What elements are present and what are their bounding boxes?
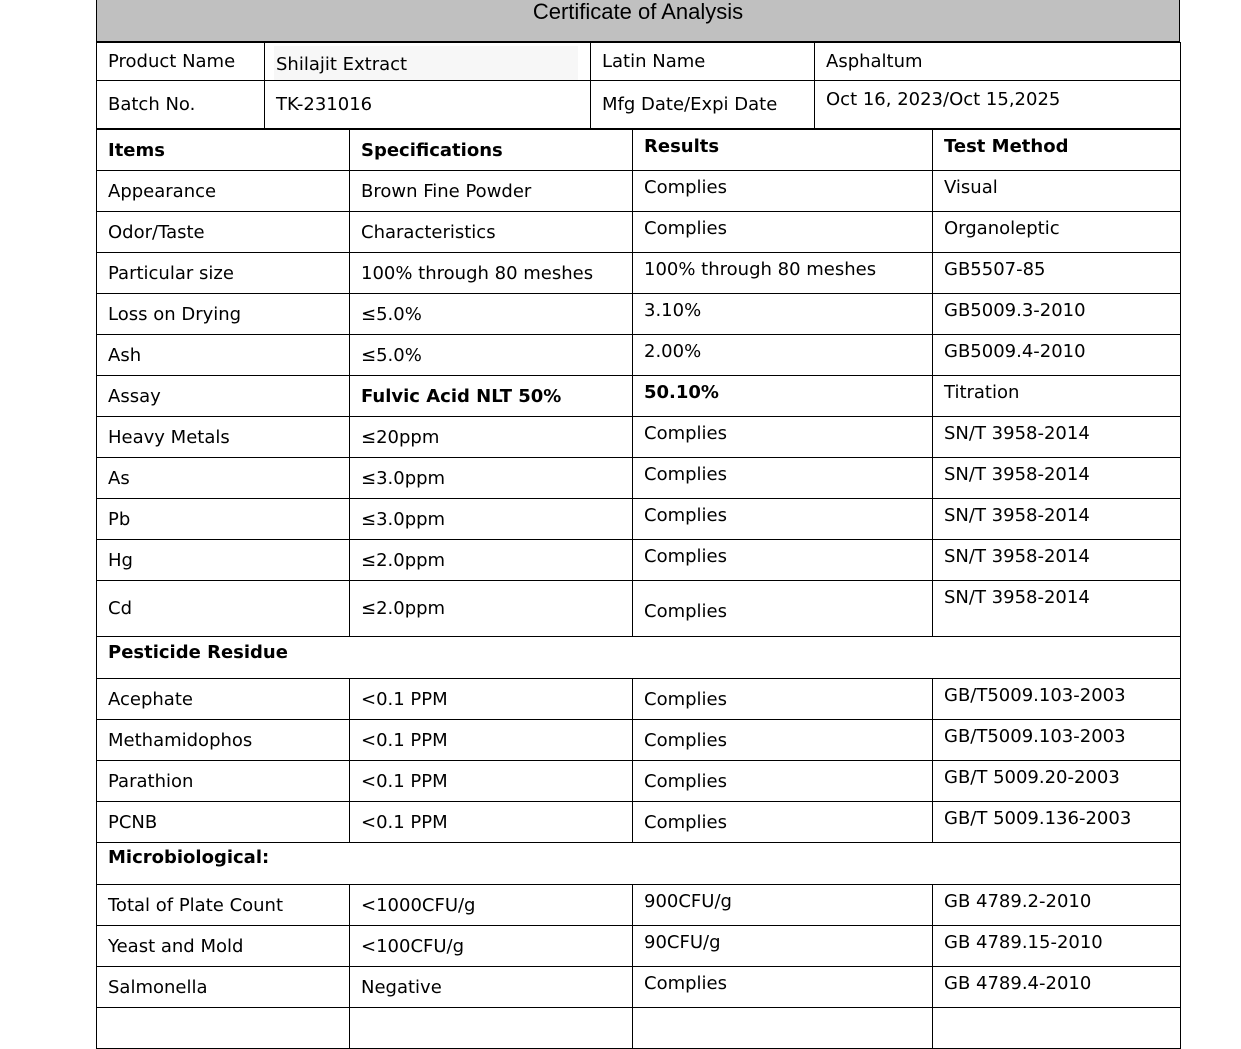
spec-cell: <0.1 PPM bbox=[350, 802, 633, 843]
spec-cell: Fulvic Acid NLT 50% bbox=[350, 376, 633, 417]
info-label: Mfg Date/Expi Date bbox=[591, 81, 815, 129]
table-row bbox=[97, 540, 1181, 581]
table-row bbox=[97, 294, 1181, 335]
spec-cell: <0.1 PPM bbox=[350, 761, 633, 802]
item-cell: Cd bbox=[97, 581, 350, 637]
result-cell: 900CFU/g bbox=[633, 885, 933, 926]
method-cell: SN/T 3958-2014 bbox=[933, 581, 1181, 637]
result-cell: Complies bbox=[633, 540, 933, 581]
analysis-table bbox=[96, 129, 1181, 1049]
method-cell: GB 4789.2-2010 bbox=[933, 885, 1181, 926]
item-cell: As bbox=[97, 458, 350, 499]
result-cell: 2.00% bbox=[633, 335, 933, 376]
pesticide-section-row bbox=[97, 637, 1181, 679]
item-cell: Assay bbox=[97, 376, 350, 417]
table-row bbox=[97, 967, 1181, 1008]
method-cell: SN/T 3958-2014 bbox=[933, 417, 1181, 458]
method-cell: SN/T 3958-2014 bbox=[933, 499, 1181, 540]
table-row bbox=[97, 458, 1181, 499]
method-cell: SN/T 3958-2014 bbox=[933, 458, 1181, 499]
spec-cell: <0.1 PPM bbox=[350, 679, 633, 720]
item-cell: Ash bbox=[97, 335, 350, 376]
result-cell: Complies bbox=[633, 720, 933, 761]
result-cell: Complies bbox=[633, 417, 933, 458]
spec-cell: ≤5.0% bbox=[350, 335, 633, 376]
header-specifications: Specifications bbox=[350, 130, 633, 171]
item-cell: Acephate bbox=[97, 679, 350, 720]
spec-cell: 100% through 80 meshes bbox=[350, 253, 633, 294]
spec-cell: ≤2.0ppm bbox=[350, 540, 633, 581]
info-row bbox=[97, 43, 1181, 81]
method-cell: GB/T5009.103-2003 bbox=[933, 720, 1181, 761]
micro-title: Microbiological: bbox=[97, 843, 1181, 885]
table-row bbox=[97, 761, 1181, 802]
header-row bbox=[97, 130, 1181, 171]
certificate-sheet bbox=[96, 0, 1180, 1049]
table-row bbox=[97, 926, 1181, 967]
spec-cell: ≤3.0ppm bbox=[350, 499, 633, 540]
info-value: TK-231016 bbox=[265, 81, 591, 129]
result-cell: 90CFU/g bbox=[633, 926, 933, 967]
table-row bbox=[97, 679, 1181, 720]
method-cell: Visual bbox=[933, 171, 1181, 212]
spec-cell: ≤20ppm bbox=[350, 417, 633, 458]
spec-cell: ≤3.0ppm bbox=[350, 458, 633, 499]
result-cell: 3.10% bbox=[633, 294, 933, 335]
spec-cell: ≤2.0ppm bbox=[350, 581, 633, 637]
method-cell: GB5009.4-2010 bbox=[933, 335, 1181, 376]
result-cell: Complies bbox=[633, 802, 933, 843]
item-cell: Yeast and Mold bbox=[97, 926, 350, 967]
spec-cell: Brown Fine Powder bbox=[350, 171, 633, 212]
spec-cell: <1000CFU/g bbox=[350, 885, 633, 926]
item-cell: Pb bbox=[97, 499, 350, 540]
method-cell: GB/T 5009.20-2003 bbox=[933, 761, 1181, 802]
method-cell: GB/T5009.103-2003 bbox=[933, 679, 1181, 720]
table-row bbox=[97, 335, 1181, 376]
spec-cell: <100CFU/g bbox=[350, 926, 633, 967]
method-cell: Titration bbox=[933, 376, 1181, 417]
item-cell: Odor/Taste bbox=[97, 212, 350, 253]
header-method: Test Method bbox=[933, 130, 1181, 171]
document-title: Certificate of Analysis bbox=[96, 0, 1180, 42]
result-cell: 100% through 80 meshes bbox=[633, 253, 933, 294]
info-row bbox=[97, 81, 1181, 129]
spec-cell: Negative bbox=[350, 967, 633, 1008]
table-row bbox=[97, 581, 1181, 637]
method-cell: GB5507-85 bbox=[933, 253, 1181, 294]
result-cell: Complies bbox=[633, 171, 933, 212]
result-cell: Complies bbox=[633, 499, 933, 540]
spec-cell: <0.1 PPM bbox=[350, 720, 633, 761]
result-cell: Complies bbox=[633, 581, 933, 637]
header-items: Items bbox=[97, 130, 350, 171]
product-info-table bbox=[96, 42, 1181, 129]
spec-cell: Characteristics bbox=[350, 212, 633, 253]
pesticide-title: Pesticide Residue bbox=[97, 637, 1181, 679]
result-cell: Complies bbox=[633, 761, 933, 802]
info-value: Oct 16, 2023/Oct 15,2025 bbox=[815, 81, 1181, 129]
result-cell: Complies bbox=[633, 967, 933, 1008]
result-cell: Complies bbox=[633, 679, 933, 720]
item-cell: PCNB bbox=[97, 802, 350, 843]
item-cell: Parathion bbox=[97, 761, 350, 802]
table-row bbox=[97, 885, 1181, 926]
result-cell: Complies bbox=[633, 458, 933, 499]
table-row bbox=[97, 802, 1181, 843]
method-cell: GB 4789.15-2010 bbox=[933, 926, 1181, 967]
table-row bbox=[97, 720, 1181, 761]
table-row bbox=[97, 376, 1181, 417]
info-label: Latin Name bbox=[591, 43, 815, 81]
method-cell: GB 4789.4-2010 bbox=[933, 967, 1181, 1008]
spec-cell: ≤5.0% bbox=[350, 294, 633, 335]
item-cell: Total of Plate Count bbox=[97, 885, 350, 926]
table-row bbox=[97, 417, 1181, 458]
info-label: Batch No. bbox=[97, 81, 265, 129]
item-cell: Appearance bbox=[97, 171, 350, 212]
table-row bbox=[97, 499, 1181, 540]
method-cell: GB5009.3-2010 bbox=[933, 294, 1181, 335]
header-results: Results bbox=[633, 130, 933, 171]
method-cell: SN/T 3958-2014 bbox=[933, 540, 1181, 581]
method-cell: GB/T 5009.136-2003 bbox=[933, 802, 1181, 843]
item-cell: Particular size bbox=[97, 253, 350, 294]
info-value: Asphaltum bbox=[815, 43, 1181, 81]
table-row bbox=[97, 171, 1181, 212]
table-row bbox=[97, 212, 1181, 253]
info-label: Product Name bbox=[97, 43, 265, 81]
info-value: Shilajit Extract bbox=[265, 43, 591, 81]
item-cell: Heavy Metals bbox=[97, 417, 350, 458]
result-cell: Complies bbox=[633, 212, 933, 253]
result-cell: 50.10% bbox=[633, 376, 933, 417]
table-row bbox=[97, 253, 1181, 294]
item-cell: Hg bbox=[97, 540, 350, 581]
item-cell: Salmonella bbox=[97, 967, 350, 1008]
method-cell: Organoleptic bbox=[933, 212, 1181, 253]
item-cell: Loss on Drying bbox=[97, 294, 350, 335]
item-cell: Methamidophos bbox=[97, 720, 350, 761]
micro-section-row bbox=[97, 843, 1181, 885]
